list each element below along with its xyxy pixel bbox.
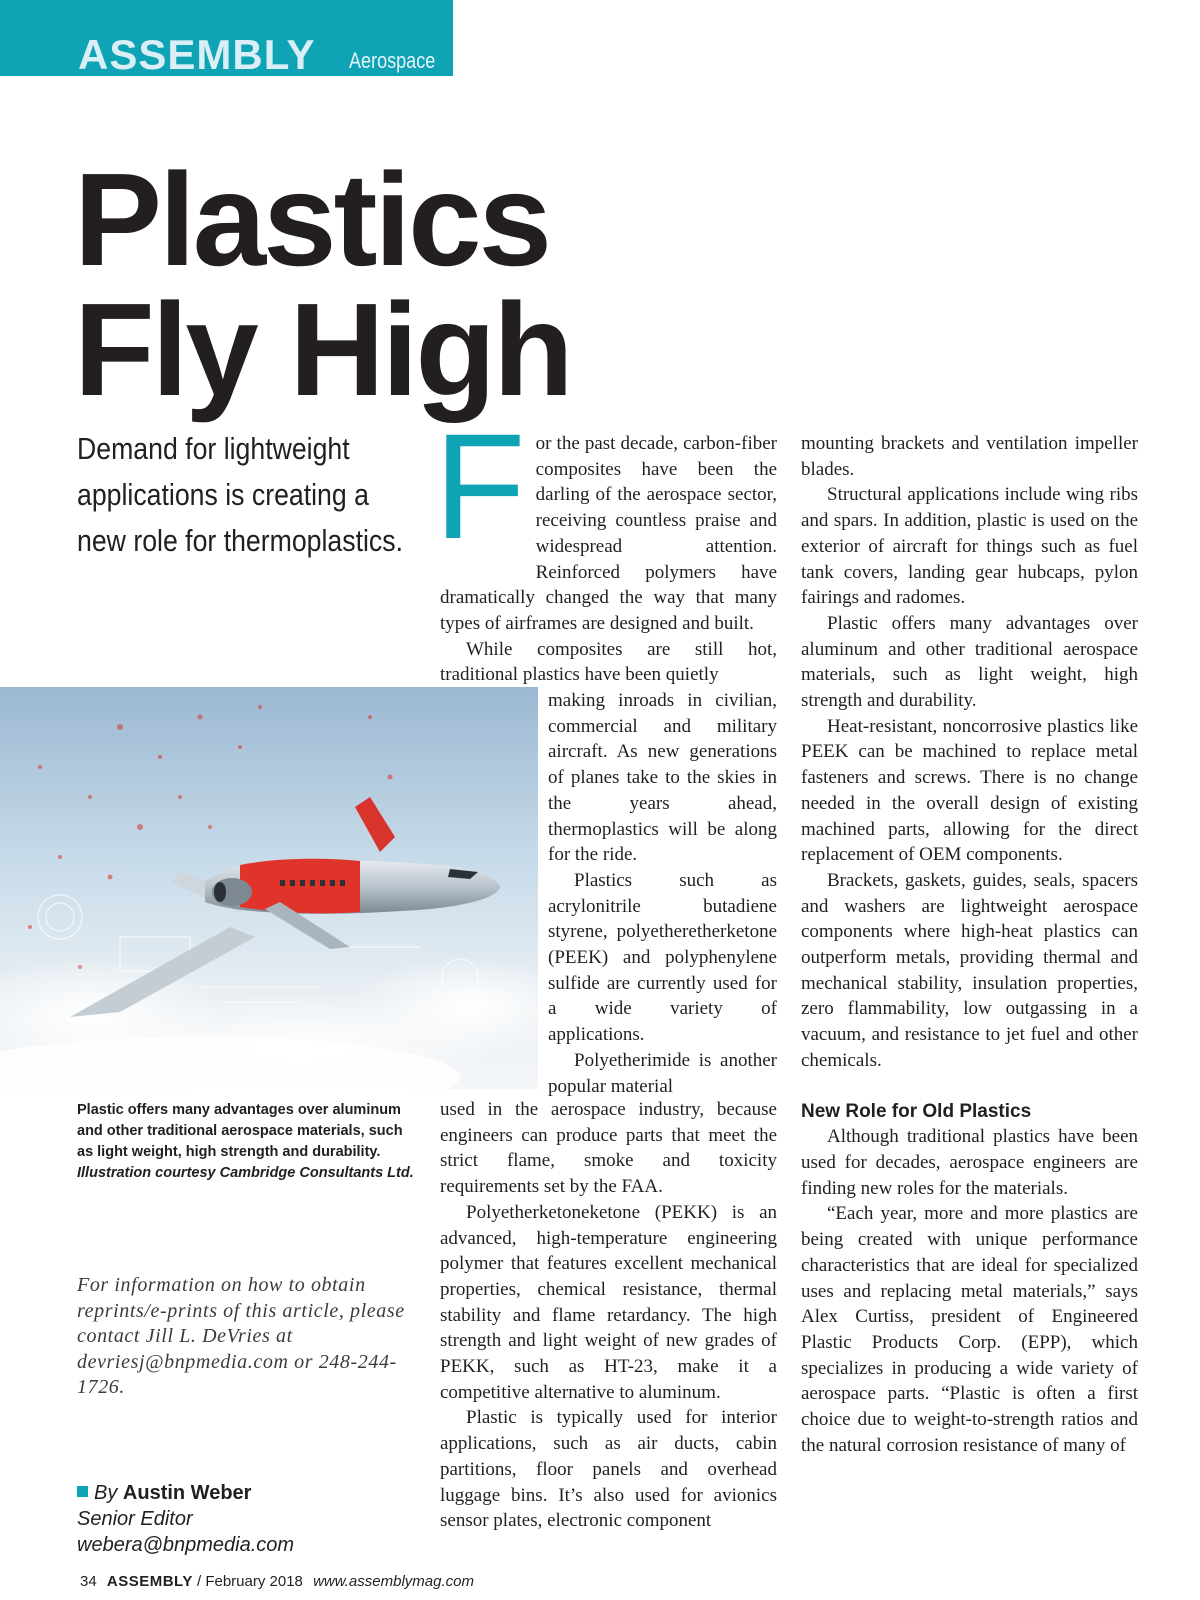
article-illustration [0,687,538,1089]
footer-magazine: ASSEMBLY [106,1573,193,1590]
article-deck: Demand for lightweight applications is creating a new role for thermoplastics. [77,431,403,558]
body-paragraph: Plastic is typically used for interior applications, such as air ducts, cabin partitions, floor panels and overhead luggage bins. It’s also used for avionics sensor plates, electronic component [440,1407,777,1532]
magazine-brand: ASSEMBLY [78,31,316,78]
body-column-middle-bottom [440,1097,777,1534]
author-byline [77,1480,417,1558]
footer-url: www.assemblymag.com [313,1573,474,1590]
article-headline [74,146,571,423]
body-paragraph: mounting brackets and ventilation impeller blades. [801,433,1138,480]
body-paragraph: Plastics such as acrylonitrile butadiene styrene, polyetheretherketone (PEEK) and polyphenylene sulfide are currently used for a wide variety of applications. [548,869,777,1046]
body-paragraph: making inroads in civilian, commercial and military aircraft. As new generations of planes take to the skies in the years ahead, thermoplastics will be along for the ride. [548,690,777,866]
drop-cap: F [434,402,526,570]
body-paragraph: Plastic offers many advantages over aluminum and other traditional aerospace materials, such as light weight, high strength and durability. [801,612,1138,712]
page-number: 34 [80,1573,97,1590]
byline-by: By [94,1482,118,1504]
headline-line-1: Plastics [74,146,549,293]
author-title: Senior Editor [77,1508,193,1530]
body-column-right [801,431,1138,1458]
body-paragraph: Heat-resistant, noncorrosive plastics like PEEK can be machined to replace metal fasteners and screws. There is no change needed in the overall design of existing machined parts, allowing for the direct replacement of OEM components. [801,715,1138,866]
body-paragraph: Polyetherimide is another popular material [548,1049,777,1097]
caption-credit: Illustration courtesy Cambridge Consultants Ltd. [77,1165,414,1181]
reprints-note: For information on how to obtain reprints/e-prints of this article, please contact Jill L. DeVries at devriesj@bnpmedia.com or 248-244-1726. [77,1274,405,1398]
headline-line-2: Fly High [74,276,571,423]
body-column-middle-top [434,402,777,688]
body-paragraph: used in the aerospace industry, because engineers can produce parts that meet the strict flame, smoke and toxicity requirements set by the FAA. [440,1099,777,1198]
section-label: Aerospace [349,48,436,73]
figure-caption [77,1100,422,1184]
body-paragraph: Polyetherketoneketone (PEKK) is an advanced, high-temperature engineering polymer that features excellent mechanical properties, chemical resistance, thermal stability and flame retardancy. The high strength and light weight of new grades of PEKK, such as HT-23, make it a competitive alternative to aluminum. [440,1201,777,1403]
footer-issue: / February 2018 [197,1573,303,1590]
section-banner [0,0,453,76]
author-name: Austin Weber [122,1482,252,1504]
jet-illustration [0,687,538,1089]
body-paragraph: While composites are still hot, traditional plastics have been quietly [440,638,777,686]
body-paragraph: or the past decade, carbon-fiber composites have been the darling of the aerospace sector, receiving countless praise and widespread attention. Reinforced polymers have dramatically changed the way that many types of airframes are designed and built. [440,433,777,634]
author-email: webera@bnpmedia.com [77,1534,295,1556]
section-subhead: New Role for Old Plastics [801,1100,1032,1122]
body-paragraph: Brackets, gaskets, guides, seals, spacers and washers are lightweight aerospace components where high-heat plastics can outperform metals, providing thermal and mechanical stability, insulation properties, zero flammability, low outgassing in a vacuum, and resistance to jet fuel and other chemicals. [801,869,1138,1071]
page-footer [80,1573,474,1591]
body-paragraph: Although traditional plastics have been used for decades, aerospace engineers are finding new roles for the materials. [801,1126,1138,1199]
body-paragraph: Structural applications include wing ribs and spars. In addition, plastic is used on the exterior of aircraft for things such as fuel tank covers, landing gear hubcaps, pylon fairings and radomes. [801,484,1138,609]
caption-text: Plastic offers many advantages over aluminum and other traditional aerospace materials, such as light weight, high strength and durability. [77,1102,403,1160]
byline-square-icon [77,1486,88,1497]
body-column-middle-wrap [548,688,777,1099]
body-paragraph: “Each year, more and more plastics are being created with unique performance characteristics that are ideal for specialized uses and replacing metal materials,” says Alex Curtiss, president of Engineered Plastic Products Corp. (EPP), which specializes in producing a wide variety of aerospace parts. “Plastic is often a first choice due to weight-to-strength ratios and the natural corrosion resistance of many of [801,1203,1138,1456]
